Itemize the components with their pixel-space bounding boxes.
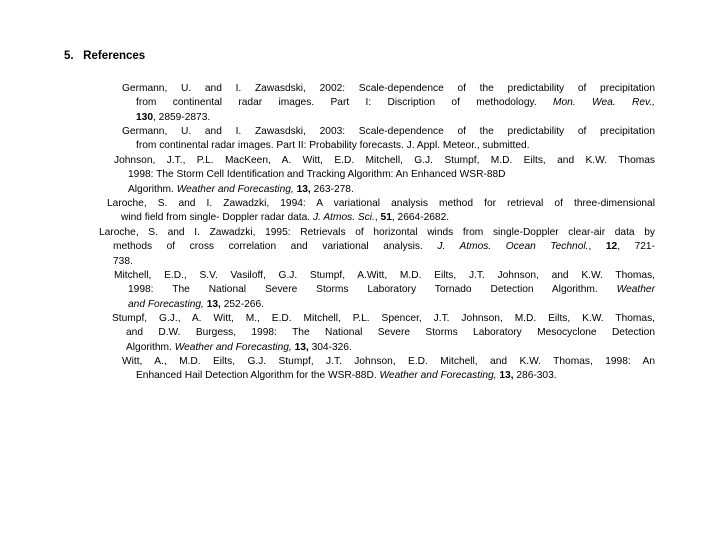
reference-text: from continental radar images. Part I: Discription of methodology. (136, 97, 554, 109)
reference-line (114, 154, 655, 168)
reference-text: Laroche, S. and I. Zawadzki, 1995: Retrievals of horizontal winds from single-Doppler clear-air data by (99, 227, 655, 238)
reference-entry (122, 355, 655, 384)
volume-number: 51 (380, 212, 392, 224)
reference-text: Germann, U. and I. Zawasdski, 2002: Scale-dependence of the predictability of precipitation (122, 83, 655, 94)
reference-text: , 2664-2682. (391, 212, 450, 224)
reference-text: 252-266. (220, 298, 264, 310)
reference-line (122, 111, 655, 125)
journal-name: and Forecasting, (128, 298, 204, 310)
reference-text: , (374, 212, 381, 224)
volume-number: 13, (496, 370, 514, 382)
reference-entry (122, 125, 655, 154)
reference-text: Algorithm. (126, 341, 175, 353)
journal-name: Weather and Forecasting, (174, 341, 292, 353)
reference-entry (107, 197, 655, 226)
reference-line (112, 341, 655, 355)
reference-entry (114, 154, 655, 197)
reference-text: Witt, A., M.D. Eilts, G.J. Stumpf, J.T. Johnson, E.D. Mitchell, and K.W. Thomas, 1998: An (122, 356, 655, 367)
reference-text: Laroche, S. and I. Zawadzki, 1994: A variational analysis method for retrieval of three-dimensional (107, 198, 655, 209)
reference-text: from continental radar images. Part II: Probability forecasts. J. Appl. Meteor., submitted. (136, 140, 530, 152)
reference-line (99, 226, 655, 240)
reference-text: 1998: The Storm Cell Identification and Tracking Algorithm: An Enhanced WSR-88D (128, 169, 506, 181)
reference-line (112, 312, 655, 326)
reference-text: Germann, U. and I. Zawasdski, 2003: Scale-dependence of the predictability of precipitation (122, 126, 655, 137)
reference-line (99, 255, 655, 269)
section-heading: 5. References (64, 50, 146, 62)
volume-number: 130 (136, 111, 153, 123)
reference-text: wind field from single- Doppler radar data. (121, 212, 313, 224)
reference-text: Algorithm. (128, 183, 177, 195)
journal-name: Weather (616, 284, 655, 296)
reference-entry (122, 82, 655, 125)
reference-line (107, 211, 655, 225)
volume-number: 12 (605, 241, 618, 253)
reference-text: , (588, 241, 606, 253)
reference-line (122, 82, 655, 96)
reference-text: Stumpf, G.J., A. Witt, M., E.D. Mitchell, P.L. Spencer, J.T. Johnson, M.D. Eilts, K.W. Thomas, (112, 313, 655, 324)
reference-text: Mitchell, E.D., S.V. Vasiloff, G.J. Stumpf, A.Witt, M.D. Eilts, J.T. Johnson, and K.W. Thomas, (114, 270, 655, 281)
reference-line (112, 326, 655, 340)
reference-text: 263-278. (310, 183, 354, 195)
reference-line (122, 369, 655, 383)
reference-text: , 721- (617, 241, 655, 253)
reference-text: 304-326. (308, 341, 352, 353)
volume-number: 13, (293, 183, 311, 195)
reference-line (122, 139, 655, 153)
reference-line (99, 240, 655, 254)
reference-line (114, 269, 655, 283)
reference-entry (114, 269, 655, 312)
reference-entry (112, 312, 655, 355)
journal-name: J. Atmos. Ocean Technol. (437, 241, 589, 253)
reference-text: Johnson, J.T., P.L. MacKeen, A. Witt, E.D. Mitchell, G.J. Stumpf, M.D. Eilts, and K.W. Thomas (114, 155, 655, 166)
journal-name: Mon. Wea. Rev., (553, 97, 655, 109)
reference-line (114, 183, 655, 197)
reference-line (122, 355, 655, 369)
reference-entry (99, 226, 655, 269)
reference-text: , 2859-2873. (153, 111, 211, 123)
volume-number: 13, (291, 341, 309, 353)
reference-line (114, 298, 655, 312)
reference-text: methods of cross correlation and variational analysis. (113, 241, 438, 253)
reference-text: Enhanced Hail Detection Algorithm for the WSR-88D. (136, 370, 380, 382)
reference-text: 1998: The National Severe Storms Laboratory Tornado Detection Algorithm. (128, 284, 617, 296)
reference-text: 286-303. (513, 370, 557, 382)
reference-text: 738. (113, 255, 133, 267)
journal-name: Weather and Forecasting, (176, 183, 294, 195)
reference-text: and D.W. Burgess, 1998: The National Severe Storms Laboratory Mesocyclone Detection (126, 327, 655, 339)
reference-line (122, 96, 655, 110)
journal-name: Weather and Forecasting, (379, 370, 497, 382)
journal-name: J. Atmos. Sci. (312, 212, 375, 224)
reference-line (114, 283, 655, 297)
reference-line (122, 125, 655, 139)
volume-number: 13, (203, 298, 221, 310)
reference-line (114, 168, 655, 182)
reference-line (107, 197, 655, 211)
